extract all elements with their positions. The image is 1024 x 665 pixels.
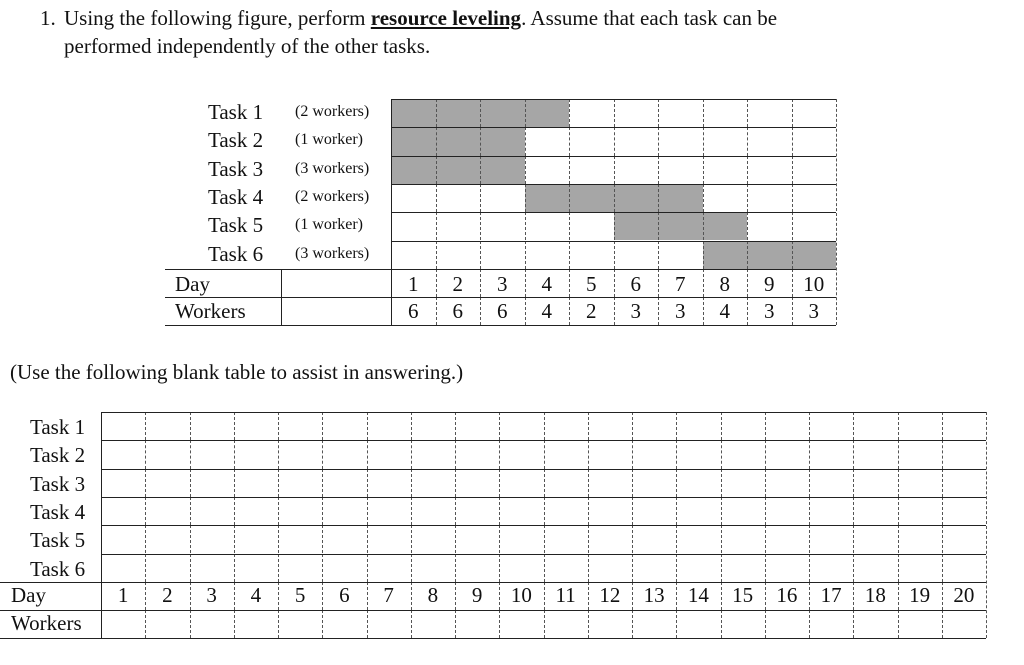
question-line2: performed independently of the other tasks.: [64, 34, 431, 58]
schedule-cell: [391, 184, 436, 212]
blank-workers-cell: [367, 610, 411, 638]
blank-day-number: 18: [864, 582, 886, 607]
blank-day-number: 6: [339, 582, 350, 607]
blank-cell: [676, 469, 720, 497]
schedule-cell: [658, 241, 703, 269]
blank-cell: [898, 497, 942, 525]
blank-cell: [278, 440, 322, 468]
blank-cell: [632, 412, 676, 440]
blank-cell: [809, 469, 853, 497]
task-label: Task 1: [208, 100, 264, 124]
blank-day-number: 19: [909, 582, 931, 607]
grid-line: [101, 440, 986, 441]
blank-cell: [278, 554, 322, 582]
blank-day-number: 3: [206, 582, 217, 607]
blank-cell: [234, 497, 278, 525]
schedule-cell: [792, 156, 837, 184]
blank-workers-cell: [898, 610, 942, 638]
blank-cell: [544, 469, 588, 497]
blank-cell: [411, 497, 455, 525]
blank-cell: [190, 554, 234, 582]
blank-workers-cell: [411, 610, 455, 638]
blank-cell: [632, 525, 676, 553]
schedule-cell: [703, 127, 748, 155]
blank-cell: [588, 497, 632, 525]
schedule-cell: [391, 156, 436, 184]
day-number: 4: [541, 271, 552, 296]
blank-cell: [145, 497, 189, 525]
blank-cell: [809, 497, 853, 525]
task-workers: (1 worker): [295, 216, 363, 234]
blank-cell: [898, 469, 942, 497]
blank-cell: [101, 554, 145, 582]
schedule-cell: [525, 212, 570, 240]
blank-cell: [145, 554, 189, 582]
day-number: 3: [497, 271, 508, 296]
schedule-cell: [391, 241, 436, 269]
blank-cell: [322, 412, 366, 440]
blank-cell: [588, 412, 632, 440]
blank-cell: [322, 469, 366, 497]
blank-cell: [234, 554, 278, 582]
grid-line: [391, 184, 836, 185]
task-label: Task 2: [208, 128, 264, 153]
blank-cell: [721, 554, 765, 582]
blank-cell: [676, 497, 720, 525]
blank-cell: [278, 469, 322, 497]
blank-cell: [898, 412, 942, 440]
task-label: Task 6: [208, 241, 264, 266]
blank-day-number: 13: [643, 582, 665, 607]
day-label: Day: [175, 271, 210, 296]
schedule-cell: [614, 127, 659, 155]
schedule-cell: [569, 99, 614, 127]
blank-cell: [898, 554, 942, 582]
grid-line: [836, 99, 837, 325]
blank-cell: [455, 469, 499, 497]
grid-line: [101, 525, 986, 526]
blank-cell: [676, 525, 720, 553]
blank-cell: [853, 497, 897, 525]
question-text-after: . Assume that each task can be: [521, 6, 778, 30]
blank-cell: [588, 525, 632, 553]
schedule-cell: [569, 241, 614, 269]
blank-cell: [942, 469, 986, 497]
worker-count: 4: [719, 299, 730, 324]
schedule-cell: [569, 156, 614, 184]
schedule-cell: [436, 212, 481, 240]
day-number: 10: [803, 271, 825, 296]
blank-cell: [544, 525, 588, 553]
schedule-cell: [658, 156, 703, 184]
question-term: resource leveling: [370, 6, 522, 30]
blank-cell: [588, 554, 632, 582]
day-number: 6: [630, 271, 641, 296]
schedule-cell: [747, 99, 792, 127]
schedule-cell: [569, 212, 614, 240]
schedule-cell: [658, 212, 703, 240]
blank-cell: [809, 525, 853, 553]
grid-line: [0, 582, 986, 583]
task-label: Task 4: [208, 184, 264, 209]
blank-day-number: 17: [820, 582, 842, 607]
blank-cell: [367, 412, 411, 440]
schedule-cell: [525, 241, 570, 269]
blank-cell: [721, 497, 765, 525]
schedule-cell: [703, 184, 748, 212]
grid-line: [391, 241, 836, 242]
schedule-cell: [436, 127, 481, 155]
task-label: Task 5: [208, 213, 264, 238]
grid-line: [391, 212, 836, 213]
blank-workers-cell: [455, 610, 499, 638]
grid-line: [101, 412, 986, 413]
grid-line: [165, 269, 836, 270]
schedule-cell: [436, 156, 481, 184]
schedule-cell: [436, 241, 481, 269]
blank-cell: [632, 497, 676, 525]
schedule-cell: [747, 156, 792, 184]
worker-count: 2: [586, 299, 597, 324]
grid-line: [165, 297, 836, 298]
task-workers: (2 workers): [295, 103, 370, 120]
schedule-cell: [436, 99, 481, 127]
blank-cell: [809, 554, 853, 582]
blank-cell: [455, 412, 499, 440]
question-text: [40, 4, 940, 60]
schedule-cell: [614, 156, 659, 184]
blank-cell: [499, 554, 543, 582]
blank-cell: [765, 525, 809, 553]
blank-cell: [190, 440, 234, 468]
blank-task-label: Task 2: [30, 443, 86, 468]
blank-day-number: 16: [776, 582, 798, 607]
blank-cell: [588, 469, 632, 497]
blank-task-label: Task 5: [30, 528, 86, 553]
worker-count: 3: [764, 299, 775, 324]
worker-count: 4: [541, 299, 552, 324]
blank-cell: [101, 440, 145, 468]
grid-line: [101, 412, 102, 638]
hint-text: (Use the following blank table to assist in answering.): [10, 360, 464, 384]
blank-cell: [367, 525, 411, 553]
schedule-cell: [792, 212, 837, 240]
blank-day-number: 8: [427, 582, 439, 607]
grid-line: [391, 99, 392, 325]
blank-workers-cell: [853, 610, 897, 638]
blank-cell: [411, 440, 455, 468]
blank-cell: [145, 412, 189, 440]
blank-cell: [499, 469, 543, 497]
blank-workers-cell: [809, 610, 853, 638]
task-workers: (2 workers): [295, 187, 370, 205]
blank-workers-cell: [588, 610, 632, 638]
blank-cell: [721, 440, 765, 468]
blank-workers-cell: [145, 610, 189, 638]
blank-cell: [721, 525, 765, 553]
grid-line: [165, 325, 836, 326]
blank-cell: [499, 525, 543, 553]
blank-workers-cell: [632, 610, 676, 638]
blank-workers-cell: [676, 610, 720, 638]
blank-cell: [322, 497, 366, 525]
schedule-cell: [436, 184, 481, 212]
blank-cell: [190, 469, 234, 497]
blank-cell: [632, 469, 676, 497]
blank-day-number: 10: [510, 582, 532, 607]
blank-cell: [676, 554, 720, 582]
worker-count: 6: [408, 299, 419, 324]
blank-day-number: 20: [953, 582, 975, 607]
blank-cell: [455, 554, 499, 582]
day-number: 5: [586, 271, 597, 296]
blank-cell: [544, 412, 588, 440]
blank-day-number: 4: [250, 582, 262, 607]
blank-cell: [190, 497, 234, 525]
blank-cell: [588, 440, 632, 468]
blank-cell: [145, 525, 189, 553]
blank-cell: [101, 469, 145, 497]
grid-line: [101, 497, 986, 498]
question-number: 1.: [40, 6, 56, 30]
blank-cell: [455, 525, 499, 553]
worker-count: 3: [630, 299, 641, 324]
schedule-cell: [658, 184, 703, 212]
blank-cell: [411, 525, 455, 553]
blank-cell: [322, 440, 366, 468]
blank-cell: [632, 554, 676, 582]
blank-cell: [898, 525, 942, 553]
task-label: Task 3: [208, 156, 264, 181]
blank-workers-cell: [942, 610, 986, 638]
schedule-cell: [747, 184, 792, 212]
blank-cell: [101, 497, 145, 525]
blank-cell: [942, 554, 986, 582]
blank-workers-cell: [190, 610, 234, 638]
blank-cell: [499, 440, 543, 468]
day-number: 9: [764, 271, 775, 296]
blank-cell: [942, 497, 986, 525]
task-workers: (1 worker): [295, 131, 363, 149]
blank-cell: [765, 469, 809, 497]
blank-cell: [278, 412, 322, 440]
schedule-cell: [614, 184, 659, 212]
blank-cell: [234, 440, 278, 468]
blank-cell: [499, 497, 543, 525]
schedule-cell: [703, 156, 748, 184]
schedule-cell: [480, 156, 525, 184]
blank-workers-cell: [101, 610, 145, 638]
grid-line: [986, 412, 987, 638]
blank-cell: [190, 412, 234, 440]
blank-cell: [101, 412, 145, 440]
schedule-cell: [658, 127, 703, 155]
blank-workers-cell: [544, 610, 588, 638]
blank-cell: [367, 440, 411, 468]
blank-cell: [145, 440, 189, 468]
blank-cell: [632, 440, 676, 468]
blank-cell: [853, 525, 897, 553]
blank-cell: [234, 412, 278, 440]
blank-day-number: 1: [117, 582, 129, 607]
schedule-cell: [391, 99, 436, 127]
blank-cell: [455, 497, 499, 525]
schedule-cell: [569, 184, 614, 212]
blank-day-number: 7: [383, 582, 394, 607]
blank-cell: [765, 497, 809, 525]
blank-day-number: 12: [599, 582, 621, 607]
day-number: 1: [408, 271, 419, 296]
blank-task-label: Task 3: [30, 471, 86, 496]
schedule-cell: [525, 127, 570, 155]
day-number: 7: [675, 271, 686, 296]
schedule-cell: [792, 127, 837, 155]
blank-cell: [765, 412, 809, 440]
blank-cell: [367, 554, 411, 582]
worker-count: 3: [808, 299, 819, 324]
blank-cell: [101, 525, 145, 553]
schedule-cell: [614, 241, 659, 269]
blank-cell: [544, 497, 588, 525]
schedule-cell: [792, 241, 837, 269]
blank-workers-cell: [721, 610, 765, 638]
blank-cell: [367, 469, 411, 497]
question-text-before: Using the following figure, perform: [64, 6, 371, 30]
grid-line: [0, 638, 986, 639]
blank-cell: [411, 412, 455, 440]
schedule-cell: [614, 99, 659, 127]
blank-workers-label: Workers: [11, 611, 82, 636]
blank-cell: [322, 525, 366, 553]
blank-day-number: 15: [732, 582, 754, 607]
worker-count: 6: [497, 299, 508, 324]
blank-cell: [499, 412, 543, 440]
day-number: 2: [452, 271, 463, 296]
schedule-cell: [747, 212, 792, 240]
blank-cell: [278, 497, 322, 525]
blank-cell: [544, 554, 588, 582]
schedule-cell: [792, 184, 837, 212]
blank-cell: [853, 440, 897, 468]
blank-cell: [455, 440, 499, 468]
blank-cell: [544, 440, 588, 468]
schedule-cell: [391, 127, 436, 155]
schedule-cell: [525, 184, 570, 212]
blank-cell: [765, 554, 809, 582]
worker-count: 3: [675, 299, 686, 324]
blank-cell: [898, 440, 942, 468]
blank-cell: [809, 412, 853, 440]
grid-line: [391, 156, 836, 157]
blank-day-number: 9: [471, 582, 483, 607]
blank-cell: [853, 469, 897, 497]
blank-cell: [367, 497, 411, 525]
blank-workers-cell: [234, 610, 278, 638]
blank-cell: [942, 412, 986, 440]
blank-cell: [234, 525, 278, 553]
blank-cell: [676, 412, 720, 440]
blank-task-label: Task 6: [30, 556, 86, 581]
blank-cell: [322, 554, 366, 582]
schedule-cell: [703, 212, 748, 240]
grid-line: [281, 269, 282, 326]
blank-day-number: 14: [687, 582, 709, 607]
schedule-cell: [391, 212, 436, 240]
blank-workers-cell: [278, 610, 322, 638]
blank-workers-cell: [499, 610, 543, 638]
grid-line: [0, 610, 986, 611]
blank-task-label: Task 1: [30, 415, 86, 439]
blank-cell: [676, 440, 720, 468]
schedule-cell: [480, 127, 525, 155]
blank-cell: [411, 554, 455, 582]
schedule-cell: [703, 241, 748, 269]
workers-label: Workers: [175, 299, 246, 324]
task-workers: (3 workers): [295, 159, 370, 177]
blank-day-number: 11: [555, 582, 576, 607]
schedule-cell: [569, 127, 614, 155]
schedule-cell: [747, 127, 792, 155]
schedule-cell: [614, 212, 659, 240]
blank-cell: [234, 469, 278, 497]
day-number: 8: [719, 271, 730, 296]
blank-cell: [942, 440, 986, 468]
task-workers: (3 workers): [295, 244, 370, 262]
grid-line: [391, 127, 836, 128]
blank-day-number: 5: [294, 582, 306, 607]
schedule-cell: [525, 156, 570, 184]
blank-cell: [411, 469, 455, 497]
blank-cell: [145, 469, 189, 497]
blank-cell: [853, 554, 897, 582]
schedule-cell: [658, 99, 703, 127]
blank-task-label: Task 4: [30, 499, 86, 524]
blank-day-label: Day: [11, 582, 46, 607]
blank-cell: [721, 469, 765, 497]
blank-cell: [809, 440, 853, 468]
grid-line: [391, 99, 836, 100]
worker-count: 6: [452, 299, 463, 324]
schedule-cell: [703, 99, 748, 127]
blank-cell: [190, 525, 234, 553]
schedule-cell: [480, 241, 525, 269]
blank-workers-cell: [322, 610, 366, 638]
blank-workers-cell: [765, 610, 809, 638]
blank-cell: [278, 525, 322, 553]
schedule-cell: [525, 99, 570, 127]
grid-line: [101, 554, 986, 555]
blank-cell: [942, 525, 986, 553]
schedule-cell: [792, 99, 837, 127]
blank-cell: [721, 412, 765, 440]
schedule-cell: [747, 241, 792, 269]
blank-cell: [853, 412, 897, 440]
schedule-cell: [480, 99, 525, 127]
blank-day-number: 2: [162, 582, 173, 607]
blank-cell: [765, 440, 809, 468]
grid-line: [101, 469, 986, 470]
schedule-cell: [480, 212, 525, 240]
schedule-cell: [480, 184, 525, 212]
